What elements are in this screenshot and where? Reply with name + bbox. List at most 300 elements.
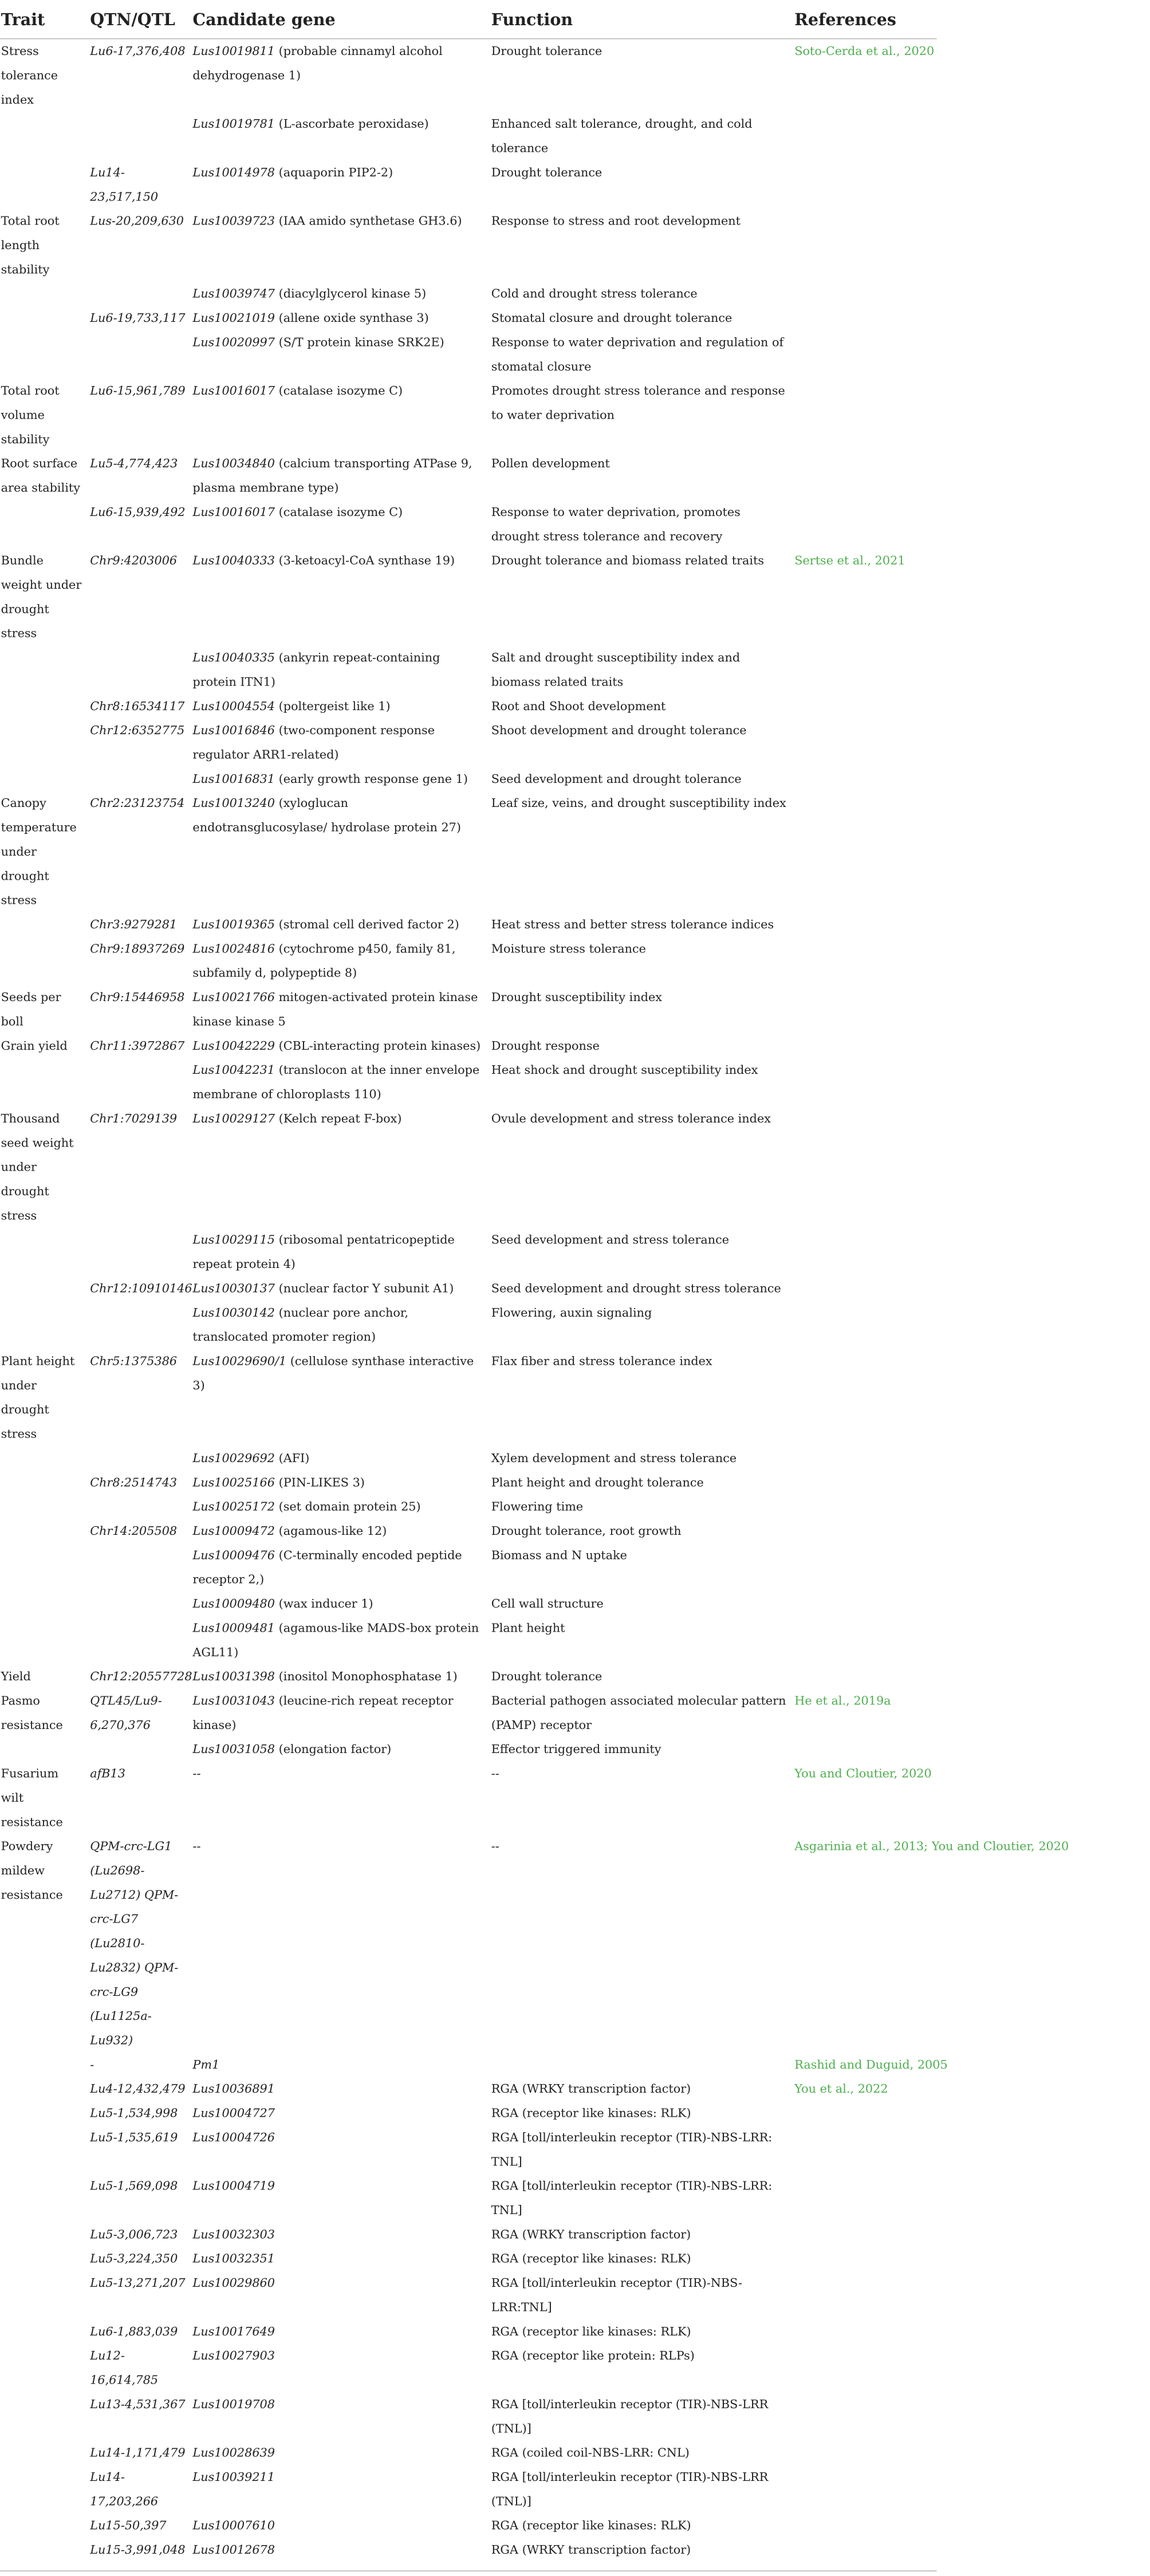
gene-id: Lus10004726 — [192, 2130, 275, 2145]
table-row — [0, 1471, 937, 1495]
gene-description: (CBL-interacting protein kinases) — [274, 1039, 481, 1053]
gene-id: Lus10009480 — [192, 1597, 275, 1611]
table-row — [0, 1034, 937, 1058]
trait-cell — [0, 2174, 90, 2223]
gene-description: (L-ascorbate peroxidase) — [274, 117, 429, 131]
function-cell: RGA (receptor like kinases: RLK) — [491, 2518, 691, 2533]
gene-id: Lus10013240 — [192, 796, 275, 810]
qtn-qtl-cell: QPM-crc-LG1 (Lu2698-Lu2712) QPM-crc-LG7 (Lu2810-Lu2832) QPM-crc-LG9 (Lu1125a-Lu932) — [90, 1839, 179, 2048]
trait-cell — [0, 282, 90, 306]
gene-description: (xyloglucan endotransglucosylase/ hydrolase protein 27) — [192, 796, 462, 835]
table-row — [0, 937, 937, 986]
candidate-gene-cell — [192, 985, 491, 1034]
table-row — [0, 694, 937, 718]
function-cell: Drought response — [491, 1039, 600, 1053]
reference-cell — [794, 2465, 936, 2514]
candidate-gene-cell — [192, 2465, 491, 2514]
table-row — [0, 330, 937, 379]
gene-description: (calcium transporting ATPase 9, plasma membrane type) — [192, 456, 472, 495]
qtn-qtl-cell: Lu15-3,991,048 — [90, 2538, 192, 2571]
trait-cell — [0, 1616, 90, 1665]
reference-cell — [794, 1301, 936, 1349]
candidate-gene-cell — [192, 2101, 491, 2125]
gene-id: Lus10031043 — [192, 1693, 275, 1708]
trait-cell — [0, 1519, 90, 1543]
qtn-qtl-cell: Chr3:9279281 — [90, 917, 178, 932]
candidate-gene-cell — [192, 1762, 491, 1834]
qtn-qtl-cell — [90, 330, 192, 379]
gene-id: Lus10036891 — [192, 2082, 275, 2096]
candidate-gene-cell — [192, 1616, 491, 1665]
gene-description: (two-component response regulator ARR1-related) — [192, 723, 435, 762]
table-row — [0, 2538, 937, 2571]
qtn-qtl-cell: Lu14-23,517,150 — [90, 166, 159, 204]
candidate-gene-cell — [192, 452, 491, 501]
gene-id: Lus10030137 — [192, 1281, 275, 1296]
qtn-qtl-cell — [90, 282, 192, 306]
gene-id: Lus10029692 — [192, 1451, 275, 1466]
qtn-qtl-cell: Chr9:4203006 — [90, 553, 178, 568]
gene-description: (PIN-LIKES 3) — [274, 1475, 365, 1490]
reference-link[interactable]: Sertse et al., 2021 — [794, 553, 905, 568]
qtn-qtl-cell: Chr8:16534117 — [90, 699, 185, 714]
gene-description: mitogen-activated protein kinase kinase kinase 5 — [192, 990, 478, 1029]
gene-description: (agamous-like 12) — [274, 1524, 387, 1538]
candidate-gene-cell — [192, 1106, 491, 1228]
candidate-gene-cell — [192, 2223, 491, 2247]
reference-link[interactable]: You and Cloutier, 2020 — [794, 1766, 932, 1781]
trait-cell: Grain yield — [1, 1039, 68, 1053]
candidate-gene-cell — [192, 2053, 491, 2077]
candidate-gene-cell — [192, 2538, 491, 2571]
reference-cell — [794, 1689, 936, 1738]
table-row — [0, 2319, 937, 2343]
reference-cell — [794, 1664, 936, 1688]
gene-id: Lus10004727 — [192, 2106, 275, 2121]
function-cell: Xylem development and stress tolerance — [491, 1451, 737, 1466]
table-row — [0, 2223, 937, 2247]
table-row — [0, 1543, 937, 1592]
candidate-gene-cell — [192, 1689, 491, 1738]
gene-id: Lus10042229 — [192, 1039, 275, 1053]
qtn-qtl-cell: Lu15-50,397 — [90, 2518, 167, 2533]
candidate-gene-cell — [192, 160, 491, 209]
qtn-qtl-cell: Lu14-17,203,266 — [90, 2470, 159, 2509]
reference-cell — [794, 2514, 936, 2538]
trait-cell: Thousand seed weight under drought stress — [1, 1112, 74, 1223]
function-cell: Biomass and N uptake — [491, 1548, 627, 1563]
gene-id: Lus10029860 — [192, 2276, 275, 2290]
qtn-qtl-cell: Lu6-19,733,117 — [90, 311, 186, 325]
trait-cell — [0, 2223, 90, 2247]
reference-cell — [794, 330, 936, 379]
function-cell: Seed development and drought tolerance — [491, 772, 742, 786]
gene-description: (allene oxide synthase 3) — [274, 311, 429, 325]
function-cell — [491, 2053, 794, 2077]
gene-id: Lus10004554 — [192, 699, 275, 714]
function-cell: Response to water deprivation, promotes drought stress tolerance and recovery — [491, 505, 741, 543]
gene-id: Lus10004719 — [192, 2179, 275, 2193]
function-cell: Pollen development — [491, 456, 610, 471]
trait-cell — [0, 1738, 90, 1762]
gene-description: (stromal cell derived factor 2) — [274, 917, 459, 932]
qtn-qtl-cell: afB13 — [90, 1766, 125, 1781]
gene-id: Lus10025172 — [192, 1499, 275, 1514]
qtn-qtl-cell: Chr1:7029139 — [90, 1112, 178, 1126]
function-cell: -- — [491, 1766, 499, 1781]
table-row — [0, 2392, 937, 2441]
header-row — [0, 0, 937, 39]
trait-cell: Stress tolerance index — [1, 44, 58, 107]
reference-cell — [794, 1471, 936, 1495]
gene-id: Lus10024816 — [192, 942, 275, 956]
function-cell: RGA (coiled coil-NBS-LRR: CNL) — [491, 2445, 690, 2460]
function-cell: RGA (receptor like protein: RLPs) — [491, 2349, 695, 2363]
table-row — [0, 2077, 937, 2101]
qtn-qtl-cell: Lu6-15,939,492 — [90, 505, 186, 519]
trait-cell — [0, 500, 90, 549]
qtn-qtl-cell: Chr12:10910146 — [90, 1281, 192, 1296]
table-row — [0, 452, 937, 501]
qtn-qtl-cell: Chr9:18937269 — [90, 942, 185, 956]
gene-description: (ankyrin repeat-containing protein ITN1) — [192, 651, 440, 690]
trait-cell: Powdery mildew resistance — [1, 1839, 63, 1903]
function-cell: Flowering time — [491, 1499, 584, 1514]
gene-id: Lus10014978 — [192, 166, 275, 180]
reference-cell — [794, 39, 936, 112]
trait-cell — [0, 912, 90, 936]
trait-cell — [0, 2538, 90, 2571]
candidate-gene-cell — [192, 912, 491, 936]
candidate-gene-cell — [192, 1277, 491, 1301]
candidate-gene-cell — [192, 645, 491, 694]
header-function: Function — [491, 0, 794, 39]
trait-cell — [0, 2125, 90, 2174]
function-cell: Drought susceptibility index — [491, 990, 663, 1005]
gene-id: Lus10019708 — [192, 2397, 275, 2412]
table-row — [0, 160, 937, 209]
gene-id: Pm1 — [192, 2058, 220, 2072]
table-row — [0, 718, 937, 767]
reference-cell — [794, 2319, 936, 2343]
gene-id: Lus10030142 — [192, 1306, 275, 1320]
gene-description: (cellulose synthase interactive 3) — [192, 1354, 474, 1393]
reference-cell — [794, 2392, 936, 2441]
function-cell: RGA (receptor like kinases: RLK) — [491, 2325, 691, 2339]
trait-cell — [0, 937, 90, 986]
gene-id: Lus10021019 — [192, 311, 275, 325]
trait-cell: Plant height under drought stress — [1, 1354, 75, 1441]
gene-id: Lus10042231 — [192, 1063, 275, 1077]
qtn-qtl-cell: Chr11:3972867 — [90, 1039, 185, 1053]
table-row — [0, 2343, 937, 2392]
candidate-gene-cell — [192, 306, 491, 330]
qtn-qtl-cell: Lu5-1,569,098 — [90, 2179, 178, 2193]
qtn-qtl-cell: Lu5-1,535,619 — [90, 2130, 178, 2145]
reference-cell — [794, 2441, 936, 2465]
function-cell: Flowering, auxin signaling — [491, 1306, 652, 1320]
gene-id: Lus10032351 — [192, 2252, 275, 2266]
candidate-gene-cell — [192, 2174, 491, 2223]
function-cell: Drought tolerance — [491, 44, 602, 58]
candidate-gene-cell — [192, 718, 491, 767]
reference-cell — [794, 306, 936, 330]
gene-id: Lus10031398 — [192, 1669, 275, 1684]
gene-description: (set domain protein 25) — [274, 1499, 421, 1514]
gene-description: (nuclear factor Y subunit A1) — [274, 1281, 454, 1296]
table-row — [0, 912, 937, 936]
table-row — [0, 2125, 937, 2174]
table-row — [0, 985, 937, 1034]
table-row — [0, 645, 937, 694]
gene-description: (poltergeist like 1) — [274, 699, 391, 714]
gene-id: Lus10021766 — [192, 990, 275, 1005]
gene-description: (probable cinnamyl alcohol dehydrogenase 1) — [192, 44, 443, 83]
candidate-gene-cell — [192, 2319, 491, 2343]
qtn-qtl-cell: Chr2:23123754 — [90, 796, 185, 810]
trait-cell — [0, 1446, 90, 1470]
function-cell: Heat stress and better stress tolerance indices — [491, 917, 774, 932]
trait-cell: Root surface area stability — [1, 456, 80, 495]
qtn-qtl-cell — [90, 645, 192, 694]
trait-cell — [0, 1592, 90, 1616]
table-row — [0, 2053, 937, 2077]
trait-cell — [0, 2441, 90, 2465]
function-cell: Drought tolerance — [491, 166, 602, 180]
gene-id: Lus10031058 — [192, 1742, 275, 1756]
trait-cell — [0, 2514, 90, 2538]
reference-cell — [794, 1349, 936, 1446]
qtn-qtl-cell: Chr5:1375386 — [90, 1354, 178, 1369]
gene-id: Lus10009472 — [192, 1524, 275, 1538]
gene-id: Lus10040335 — [192, 651, 275, 665]
function-cell: -- — [491, 1839, 499, 1854]
candidate-gene-cell — [192, 2271, 491, 2319]
gene-id: -- — [192, 1766, 201, 1781]
trait-cell — [0, 306, 90, 330]
trait-cell — [0, 160, 90, 209]
gene-id: Lus10039723 — [192, 214, 275, 229]
table-row — [0, 39, 937, 112]
trait-cell — [0, 694, 90, 718]
candidate-gene-cell — [192, 1228, 491, 1277]
table-row — [0, 1834, 937, 2053]
trait-cell: Seeds per boll — [1, 990, 61, 1029]
table-row — [0, 1519, 937, 1543]
reference-cell — [794, 937, 936, 986]
reference-cell — [794, 1834, 1069, 2053]
gene-id: Lus10012678 — [192, 2543, 275, 2557]
reference-cell — [794, 209, 936, 282]
trait-cell — [0, 1543, 90, 1592]
gene-id: Lus10034840 — [192, 456, 275, 471]
qtn-qtl-cell: Lu5-4,774,423 — [90, 456, 178, 471]
table-body — [0, 39, 1069, 2571]
gene-id: Lus10020997 — [192, 335, 275, 350]
trait-cell: Canopy temperature under drought stress — [1, 796, 77, 908]
function-cell: Drought tolerance and biomass related traits — [491, 553, 765, 568]
gene-description: (aquaporin PIP2-2) — [274, 166, 393, 180]
table-row — [0, 2271, 937, 2319]
function-cell: Enhanced salt tolerance, drought, and cold tolerance — [491, 117, 753, 156]
reference-cell — [794, 1106, 936, 1228]
gene-description: (translocon at the inner envelope membrane of chloroplasts 110) — [192, 1063, 480, 1102]
trait-cell — [0, 1471, 90, 1495]
gene-description: (leucine-rich repeat receptor kinase) — [192, 1693, 454, 1732]
candidate-gene-cell — [192, 694, 491, 718]
trait-cell — [0, 1228, 90, 1277]
table-row — [0, 767, 937, 791]
reference-cell — [794, 1495, 936, 1519]
candidate-gene-cell — [192, 2077, 491, 2101]
gene-description: (ribosomal pentatricopeptide repeat protein 4) — [192, 1232, 455, 1271]
trait-cell — [0, 1058, 90, 1106]
reference-cell — [794, 1228, 936, 1277]
table-row — [0, 1689, 937, 1738]
table-row — [0, 2174, 937, 2223]
trait-cell — [0, 1277, 90, 1301]
candidate-gene-cell — [192, 330, 491, 379]
candidate-gene-cell — [192, 2441, 491, 2465]
qtn-qtl-cell: Lu5-13,271,207 — [90, 2276, 186, 2290]
gene-description: (agamous-like MADS-box protein AGL11) — [192, 1621, 479, 1660]
function-cell: RGA [toll/interleukin receptor (TIR)-NBS-LRR (TNL)] — [491, 2470, 769, 2509]
function-cell: Seed development and drought stress tolerance — [491, 1281, 781, 1296]
trait-cell — [0, 645, 90, 694]
candidate-gene-cell — [192, 2514, 491, 2538]
qtn-qtl-cell: Lu13-4,531,367 — [90, 2397, 186, 2412]
reference-cell — [794, 912, 936, 936]
table-row — [0, 2465, 937, 2514]
reference-cell — [794, 379, 936, 451]
gene-description: (catalase isozyme C) — [274, 505, 403, 519]
table-row — [0, 1592, 937, 1616]
reference-link[interactable]: Asgarinia et al., 2013; You and Cloutier, 2020 — [794, 1839, 1069, 1854]
reference-cell — [794, 694, 936, 718]
table-row — [0, 1349, 937, 1446]
gene-id: Lus10028639 — [192, 2445, 275, 2460]
header-qtn-qtl: QTN/QTL — [90, 0, 192, 39]
table-row — [0, 1762, 937, 1834]
candidate-gene-cell — [192, 1471, 491, 1495]
candidate-gene-cell — [192, 1301, 491, 1349]
function-cell: Cold and drought stress tolerance — [491, 286, 698, 301]
qtn-qtl-cell — [90, 112, 192, 161]
function-cell: Drought tolerance, root growth — [491, 1524, 682, 1538]
trait-cell: Yield — [1, 1669, 31, 1684]
function-cell: Response to water deprivation and regulation of stomatal closure — [491, 335, 784, 374]
reference-link[interactable]: He et al., 2019a — [794, 1693, 891, 1708]
function-cell: Plant height — [491, 1621, 565, 1636]
function-cell: Salt and drought susceptibility index and biomass related traits — [491, 651, 741, 690]
trait-cell — [0, 767, 90, 791]
candidate-gene-cell — [192, 937, 491, 986]
qtn-qtl-cell — [90, 1228, 192, 1277]
qtn-qtl-cell: Lu5-3,006,723 — [90, 2227, 178, 2242]
function-cell: RGA (receptor like kinases: RLK) — [491, 2252, 691, 2266]
candidate-gene-cell — [192, 112, 491, 161]
table-row — [0, 2514, 937, 2538]
reference-cell — [794, 645, 936, 694]
function-cell: Promotes drought stress tolerance and response to water deprivation — [491, 384, 785, 423]
reference-cell — [794, 112, 936, 161]
reference-link[interactable]: You et al., 2022 — [794, 2082, 888, 2096]
function-cell: RGA (receptor like kinases: RLK) — [491, 2106, 691, 2121]
trait-cell: Total root length stability — [1, 214, 60, 277]
gene-id: Lus10039747 — [192, 286, 275, 301]
gene-description: (inositol Monophosphatase 1) — [274, 1669, 458, 1684]
reference-cell — [794, 500, 936, 549]
trait-cell — [0, 2465, 90, 2514]
gene-id: Lus10009481 — [192, 1621, 275, 1636]
table-row — [0, 1446, 937, 1470]
candidate-gene-cell — [192, 2125, 491, 2174]
reference-cell — [794, 718, 936, 767]
qtn-qtl-cell: Chr9:15446958 — [90, 990, 185, 1005]
reference-cell — [794, 1277, 936, 1301]
function-cell: RGA (WRKY transcription factor) — [491, 2227, 691, 2242]
qtn-qtl-cell — [90, 1592, 192, 1616]
function-cell: Cell wall structure — [491, 1597, 604, 1611]
qtn-qtl-cell — [90, 1738, 192, 1762]
function-cell: Stomatal closure and drought tolerance — [491, 311, 732, 325]
gene-id: Lus10016017 — [192, 505, 275, 519]
reference-cell — [794, 549, 936, 645]
candidate-gene-cell — [192, 1834, 491, 2053]
function-cell: Ovule development and stress tolerance index — [491, 1112, 771, 1126]
qtn-qtl-cell: Lus-20,209,630 — [90, 214, 184, 229]
qtn-qtl-cell: Lu4-12,432,479 — [90, 2082, 186, 2096]
candidate-gene-cell — [192, 549, 491, 645]
reference-cell — [794, 2174, 936, 2223]
reference-link[interactable]: Rashid and Duguid, 2005 — [794, 2058, 948, 2072]
table-row — [0, 1664, 937, 1688]
qtn-qtl-cell: Lu6-1,883,039 — [90, 2325, 178, 2339]
gene-id: Lus10017649 — [192, 2325, 275, 2339]
gene-id: -- — [192, 1839, 201, 1854]
trait-cell: Total root volume stability — [1, 384, 60, 447]
reference-cell — [794, 2538, 936, 2571]
table-row — [0, 112, 937, 161]
header-trait: Trait — [0, 0, 90, 39]
gene-description: (elongation factor) — [274, 1742, 392, 1756]
function-cell: Seed development and stress tolerance — [491, 1232, 730, 1247]
reference-cell — [794, 282, 936, 306]
qtn-qtl-cell: Lu5-1,534,998 — [90, 2106, 178, 2121]
reference-cell — [794, 2053, 948, 2077]
candidate-gene-cell — [192, 1664, 491, 1688]
reference-cell — [794, 1762, 936, 1834]
reference-link[interactable]: Soto-Cerda et al., 2020 — [794, 44, 935, 58]
candidate-gene-cell — [192, 282, 491, 306]
gene-id: Lus10027903 — [192, 2349, 275, 2363]
candidate-gene-cell — [192, 500, 491, 549]
table-row — [0, 1277, 937, 1301]
gene-description: (diacylglycerol kinase 5) — [274, 286, 427, 301]
table-row — [0, 1495, 937, 1519]
reference-cell — [794, 2125, 936, 2174]
qtn-qtl-cell — [90, 1058, 192, 1106]
candidate-gene-cell — [192, 379, 491, 451]
gene-id: Lus10029690/1 — [192, 1354, 287, 1369]
candidate-gene-cell — [192, 767, 491, 791]
table-row — [0, 1738, 937, 1762]
reference-cell — [794, 1543, 936, 1592]
reference-cell — [794, 1058, 936, 1106]
table-row — [0, 1228, 937, 1277]
function-cell: Root and Shoot development — [491, 699, 666, 714]
reference-cell — [794, 1738, 936, 1762]
